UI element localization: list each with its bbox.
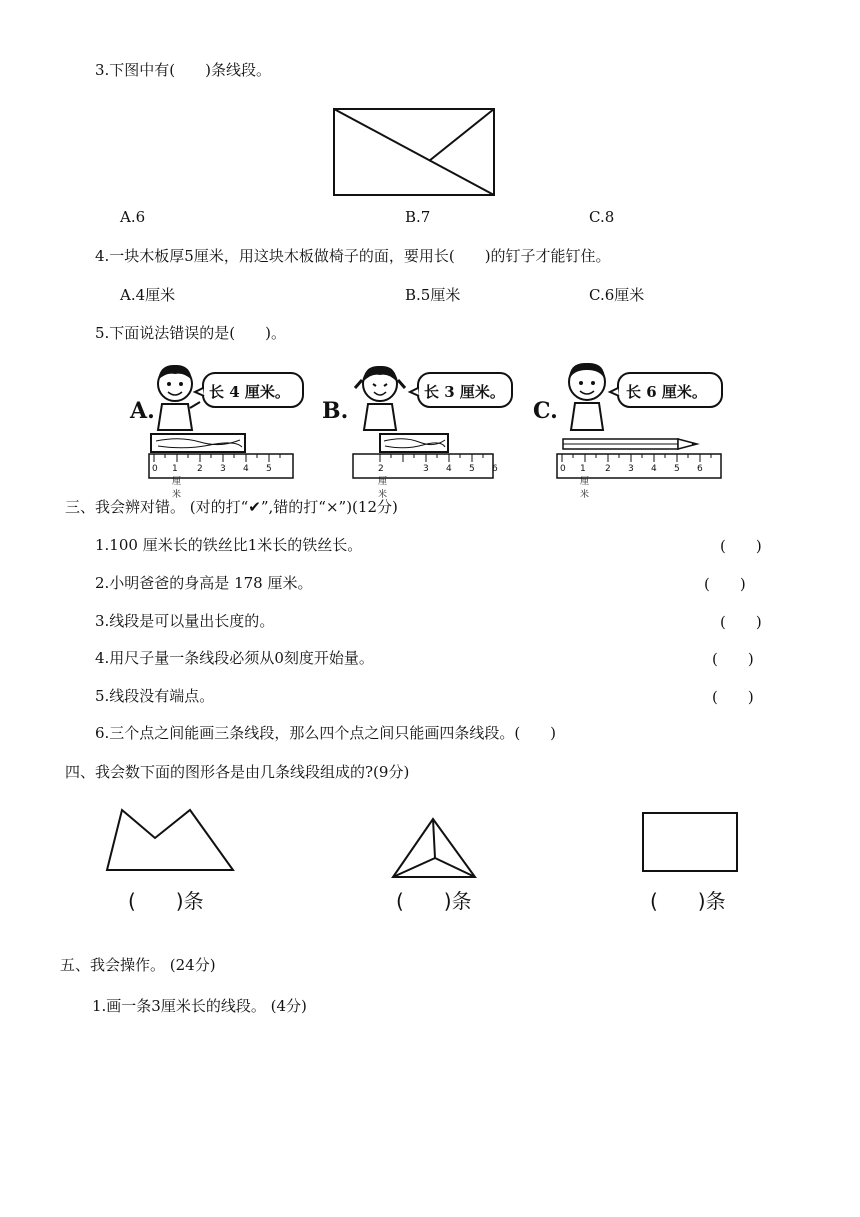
ruler-c-tick: 5 xyxy=(674,464,680,474)
card-b-letter: B. xyxy=(322,398,349,424)
s4-answer-1[interactable]: ( )条 xyxy=(128,889,204,913)
ruler-b-tick: 4 xyxy=(446,464,452,474)
q4-option-c: C.6厘米 xyxy=(589,286,645,304)
triangle-figure xyxy=(391,817,477,879)
section4-title: 四、我会数下面的图形各是由几条线段组成的?(9分) xyxy=(65,763,410,781)
s3-answer-1[interactable]: ( ) xyxy=(720,537,762,555)
section3-title: 三、我会辨对错。 (对的打“✔”,错的打“×”)(12分) xyxy=(65,498,398,516)
ruler-a-tick: 4 xyxy=(243,464,249,474)
ruler-b-tick: 3 xyxy=(423,464,429,474)
ruler-a-tick: 3 xyxy=(220,464,226,474)
q4-option-a: A.4厘米 xyxy=(120,286,176,304)
s4-answer-3[interactable]: ( )条 xyxy=(650,889,726,913)
s5-item-1: 1.画一条3厘米长的线段。 (4分) xyxy=(92,997,307,1015)
q5-stem: 5.下面说法错误的是( )。 xyxy=(95,324,287,342)
s3-item-5: 5.线段没有端点。 xyxy=(95,687,215,705)
s3-answer-4[interactable]: ( ) xyxy=(712,650,754,668)
s3-answer-5[interactable]: ( ) xyxy=(712,688,754,706)
ruler-c-tick: 4 xyxy=(651,464,657,474)
ruler-c-tick: 3 xyxy=(628,464,634,474)
speech-text-a: 长 4 厘米。 xyxy=(209,383,290,401)
ruler-b-tick: 6 xyxy=(492,464,498,474)
s3-item-6: 6.三个点之间能画三条线段，那么四个点之间只能画四条线段。( ) xyxy=(95,724,557,742)
wood-block-b xyxy=(379,433,449,453)
m-shape-figure xyxy=(105,808,235,872)
ruler-b-tick: 2厘米 xyxy=(378,464,388,500)
q4-stem: 4.一块木板厚5厘米，用这块木板做椅子的面，要用长( )的钉子才能钉住。 xyxy=(95,247,611,265)
q3-option-b: B.7 xyxy=(405,208,431,226)
girl-icon xyxy=(352,362,408,432)
s3-item-1: 1.100 厘米长的铁丝比1米长的铁丝长。 xyxy=(95,536,363,554)
ruler-a-tick: 0 xyxy=(152,464,158,474)
ruler-b-tick: 5 xyxy=(469,464,475,474)
card-a-letter: A. xyxy=(130,398,155,424)
q3-option-a: A.6 xyxy=(120,208,146,226)
wood-block-a xyxy=(150,433,246,453)
boy-icon xyxy=(150,362,200,432)
ruler-c-tick: 1厘米 xyxy=(580,464,590,500)
rectangle-figure xyxy=(642,812,738,872)
ruler-c-tick: 2 xyxy=(605,464,611,474)
ruler-c-tick: 6 xyxy=(697,464,703,474)
card-c-letter: C. xyxy=(533,398,558,424)
s3-item-4: 4.用尺子量一条线段必须从0刻度开始量。 xyxy=(95,649,374,667)
q4-option-b: B.5厘米 xyxy=(405,286,461,304)
s3-item-2: 2.小明爸爸的身高是 178 厘米。 xyxy=(95,574,313,592)
speech-text-c: 长 6 厘米。 xyxy=(626,383,707,401)
envelope-figure xyxy=(333,108,495,196)
ruler-a-tick: 5 xyxy=(266,464,272,474)
ruler-a-tick: 1厘米 xyxy=(172,464,182,500)
s3-item-3: 3.线段是可以量出长度的。 xyxy=(95,612,275,630)
s3-answer-3[interactable]: ( ) xyxy=(720,613,762,631)
s3-answer-2[interactable]: ( ) xyxy=(704,575,746,593)
boy-icon xyxy=(561,360,613,432)
q3-option-c: C.8 xyxy=(589,208,615,226)
pencil-icon xyxy=(562,438,702,450)
speech-text-b: 长 3 厘米。 xyxy=(424,383,505,401)
ruler-c-tick: 0 xyxy=(560,464,566,474)
s4-answer-2[interactable]: ( )条 xyxy=(396,889,472,913)
section5-title: 五、我会操作。 (24分) xyxy=(60,956,216,974)
ruler-a-tick: 2 xyxy=(197,464,203,474)
q3-stem: 3.下图中有( )条线段。 xyxy=(95,61,272,79)
